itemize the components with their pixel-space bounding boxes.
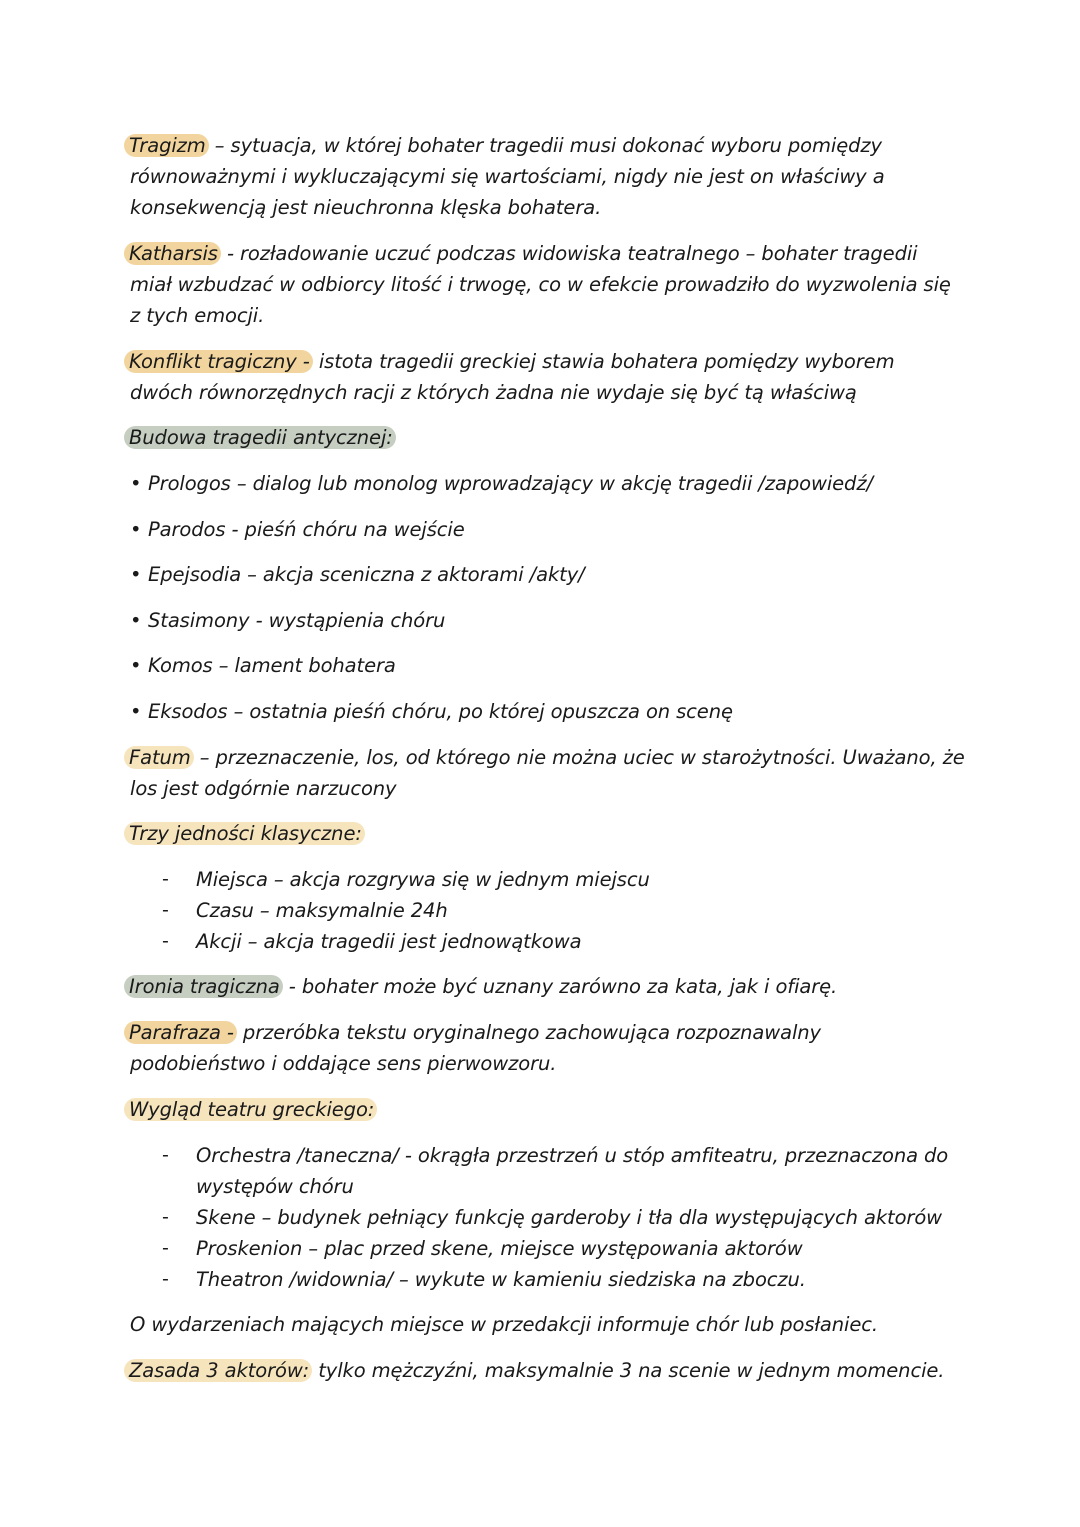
teatr-item: Orchestra /taneczna/ - okrągła przestrzeń u stóp amfiteatru, przeznaczona do [196, 1144, 949, 1167]
jednosci-heading: Trzy jedności klasyczne: [130, 818, 365, 849]
bullet-icon: • [130, 700, 142, 723]
dash-icon: - [162, 1237, 169, 1259]
teatr-item: Proskenion – plac przed skene, miejsce występowania aktorów [196, 1237, 803, 1260]
bullet-icon: • [130, 563, 142, 586]
bullet-icon: • [130, 654, 142, 677]
ironia-line-1: Ironia tragiczna - bohater może być uznany zarówno za kata, jak i ofiarę. [130, 971, 837, 1002]
jednosci-item: Miejsca – akcja rozgrywa się w jednym miejscu [196, 868, 650, 891]
katharsis-line-3: z tych emocji. [130, 304, 265, 327]
bullet-icon: • [130, 609, 142, 632]
tragizm-line-3: konsekwencją jest nieuchronna klęska bohatera. [130, 196, 602, 219]
budowa-item: • Prologos – dialog lub monolog wprowadzający w akcję tragedii /zapowiedź/ [130, 468, 873, 499]
parafraza-term: Parafraza - [124, 1021, 237, 1044]
katharsis-term: Katharsis [124, 242, 221, 265]
fatum-line-2: los jest odgórnie narzucony [130, 777, 397, 800]
jednosci-item: Akcji – akcja tragedii jest jednowątkowa [196, 930, 582, 953]
dash-icon: - [162, 868, 169, 890]
parafraza-line-2: podobieństwo i oddające sens pierwowzoru. [130, 1052, 557, 1075]
katharsis-line-2: miał wzbudzać w odbiorcy litość i trwogę, co w efekcie prowadziło do wyzwolenia się [130, 273, 951, 296]
teatr-item: Skene – budynek pełniący funkcję garderoby i tła dla występujących aktorów [196, 1206, 943, 1229]
ironia-term: Ironia tragiczna [124, 975, 283, 998]
konflikt-line-1: Konflikt tragiczny - istota tragedii greckiej stawia bohatera pomiędzy wyborem [130, 346, 894, 377]
budowa-item: • Eksodos – ostatnia pieśń chóru, po której opuszcza on scenę [130, 696, 733, 727]
budowa-item: • Epejsodia – akcja sceniczna z aktorami /akty/ [130, 559, 585, 590]
jednosci-item: Czasu – maksymalnie 24h [196, 899, 448, 922]
teatr-item: Theatron /widownia/ – wykute w kamieniu siedziska na zboczu. [196, 1268, 806, 1291]
predakcja-line: O wydarzeniach mających miejsce w przedakcji informuje chór lub posłaniec. [130, 1313, 878, 1336]
fatum-line-1: Fatum – przeznaczenie, los, od którego nie można uciec w starożytności. Uważano, że [130, 742, 965, 773]
fatum-term: Fatum [124, 746, 194, 769]
dash-icon: - [162, 930, 169, 952]
tragizm-line-2: równoważnymi i wykluczającymi się wartościami, nigdy nie jest on właściwy a [130, 165, 885, 188]
budowa-heading: Budowa tragedii antycznej: [130, 422, 396, 453]
dash-icon: - [162, 899, 169, 921]
tragizm-term: Tragizm [124, 134, 209, 157]
konflikt-line-2: dwóch równorzędnych racji z których żadna nie wydaje się być tą właściwą [130, 381, 857, 404]
tragizm-line-1: Tragizm – sytuacja, w której bohater tragedii musi dokonać wyboru pomiędzy [130, 130, 882, 161]
teatr-item-cont: występów chóru [196, 1175, 354, 1198]
bullet-icon: • [130, 472, 142, 495]
zasada-term: Zasada 3 aktorów: [124, 1359, 312, 1382]
budowa-item: • Komos – lament bohatera [130, 650, 396, 681]
teatr-heading: Wygląd teatru greckiego: [130, 1094, 377, 1125]
katharsis-line-1: Katharsis - rozładowanie uczuć podczas widowiska teatralnego – bohater tragedii [130, 238, 918, 269]
dash-icon: - [162, 1144, 169, 1166]
bullet-icon: • [130, 518, 142, 541]
budowa-item: • Parodos - pieśń chóru na wejście [130, 514, 465, 545]
parafraza-line-1: Parafraza - przeróbka tekstu oryginalnego zachowująca rozpoznawalny [130, 1017, 821, 1048]
zasada-line-1: Zasada 3 aktorów: tylko mężczyźni, maksymalnie 3 na scenie w jednym momencie. [130, 1355, 944, 1386]
konflikt-term: Konflikt tragiczny - [124, 350, 313, 373]
dash-icon: - [162, 1206, 169, 1228]
budowa-item: • Stasimony - wystąpienia chóru [130, 605, 445, 636]
dash-icon: - [162, 1268, 169, 1290]
